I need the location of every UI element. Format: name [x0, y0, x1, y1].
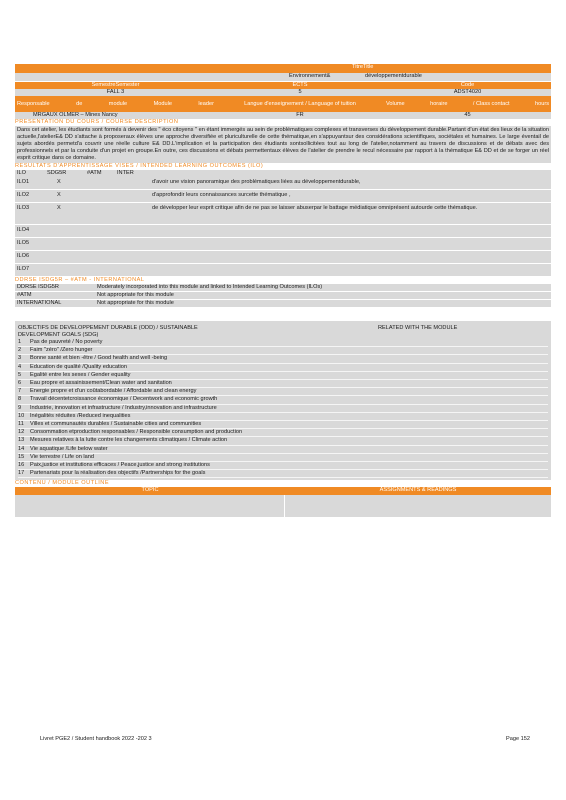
sdg-heading-row [18, 325, 548, 339]
title-tag: TitreTitle [352, 64, 374, 70]
hours-label: hours [535, 100, 549, 107]
code-value: ADST4020 [453, 89, 482, 95]
sdg-label: Consommation etproduction responsables / Responsible consumption and production [30, 429, 243, 436]
list-item [18, 405, 548, 413]
list-item [18, 421, 548, 429]
sdg-label: Pas de pauvreté / No poverty [30, 339, 103, 345]
ilo-text: d'approfondir leurs connaissances surcette thématique , [152, 192, 291, 198]
footer-page: Page 152 [506, 736, 530, 742]
sdg-label: Bonne santé et bien -être / Good health and well -being [30, 355, 168, 362]
table-row [15, 292, 551, 300]
list-item [18, 437, 548, 445]
sdg-number: 13 [18, 437, 25, 444]
list-item [18, 347, 548, 355]
sdg-related-label: RELATED WITH THE MODULE [378, 325, 458, 331]
ilo-sdg-mark: X [57, 192, 61, 198]
ilo-code: ILO2 [17, 192, 30, 198]
sdg-label: Paix,justice et institutions efficaces / Peace,justice and strong institutions [30, 462, 210, 469]
responsable-label: Responsable [17, 100, 50, 107]
list-item [18, 446, 548, 454]
row-label: INTERNATIONAL [17, 300, 62, 306]
ilo-code: ILO6 [17, 253, 30, 259]
ilo-sdg-mark [55, 225, 150, 237]
ilo-sdg-mark: X [57, 205, 61, 211]
hours-value: 45 [464, 112, 471, 118]
hours-header [384, 101, 551, 108]
outline-assign-cell [285, 495, 551, 517]
ilo-code: ILO3 [17, 205, 30, 211]
sdg-atm-heading: DDRSE ISDG5R – #ATM - INTERNATIONAL [15, 277, 145, 283]
ilo-col-inter: INTER [117, 170, 134, 176]
ilo-text [150, 251, 551, 263]
sdg-number: 12 [18, 429, 25, 436]
list-item [18, 429, 548, 437]
sdg-label: Mesures relatives à la lutte contre les changements climatiques / Climate action [30, 437, 228, 444]
sdg-label: Industrie, innovation et infrastructure / Industry,innovation and infrastructure [30, 404, 217, 411]
ilo-heading: RESULTATS D'APPRENTISSAGE VISES / INTENDED LEARNING OUTCOMES (ILO) [15, 163, 264, 169]
sdg-heading [18, 325, 198, 339]
leader-header [15, 101, 216, 108]
sdg-number: 4 [18, 363, 22, 370]
sdg-label: Travail décentetcroissance économique / Decentwork and economic growth [30, 396, 218, 403]
outline-heading: CONTENU / MODULE OUTLINE [15, 480, 110, 487]
sdg-label: Eau propre et assainissement/Clean water and sanitation [30, 380, 172, 387]
outline-col-assign: ASSIGNMENTS & READINGS [379, 487, 457, 494]
table-row [15, 238, 551, 251]
list-item [18, 396, 548, 404]
sdg-number: 17 [18, 470, 25, 477]
row-text: Not appropriate for this module [97, 300, 174, 306]
ilo-code: ILO5 [17, 240, 30, 246]
table-row [15, 190, 551, 203]
list-item [18, 380, 548, 388]
sdg-list [18, 339, 548, 478]
sdg-number: 8 [18, 396, 22, 403]
volume-label: Volume [386, 100, 405, 107]
col-ects: ECTS [292, 82, 308, 88]
leader-value: MRGAUX OLMER – Mines Nancy [33, 112, 118, 118]
table-row [15, 264, 551, 277]
outline-body-row [15, 495, 551, 517]
list-item [18, 454, 548, 462]
presentation-heading: PRESENTATION DU COURS / COURSE DESCRIPTION [15, 119, 179, 125]
class-contact-label: / Class contact [472, 100, 510, 107]
sdg-number: 9 [18, 404, 22, 411]
leader-value-row [15, 112, 551, 119]
list-item [18, 339, 548, 347]
title-left: Environnement& [289, 73, 331, 79]
ilo-text: d'avoir une vision panoramique des problématiques liées au développementdurable, [152, 179, 361, 185]
de-label: de [76, 100, 83, 107]
ilo-col-sdg: SDG5R [47, 170, 67, 176]
ilo-sdg-mark [55, 251, 150, 263]
leader-header-row [15, 96, 551, 112]
ilo-code: ILO1 [17, 179, 30, 185]
module-label: module [108, 100, 128, 107]
module-en-label: Module [153, 100, 172, 107]
row-label: #ATM [17, 292, 32, 298]
ilo-code: ILO7 [17, 266, 30, 272]
table-row [15, 225, 551, 238]
sdg-number: 5 [18, 371, 22, 378]
ilo-col-ilo: ILO [17, 170, 27, 176]
ilo-text [150, 225, 551, 237]
title-row [15, 73, 551, 82]
sdg-label: Faim "zéro" /Zero hunger [30, 347, 93, 354]
sdg-number: 3 [18, 355, 22, 362]
row-text: Not appropriate for this module [97, 292, 174, 298]
ilo-table [15, 177, 551, 277]
title-right: développementdurable [365, 73, 422, 79]
ilo-header-row [15, 170, 551, 177]
ilo-sdg-mark [55, 238, 150, 250]
table-row [15, 300, 551, 308]
language-value: FR [296, 112, 304, 118]
table-row [15, 284, 551, 292]
list-item [18, 388, 548, 396]
table-row [15, 251, 551, 264]
list-item [18, 470, 548, 478]
row-label: DDRSE ISDG5R [17, 284, 59, 290]
ects-value: 5 [298, 89, 302, 95]
footer-left: Livret PGE2 / Student handbook 2022 -202 3 [40, 736, 152, 742]
sdg-heading-line1: OBJECTIFS DE DEVELOPPEMENT DURABLE (ODD) / SUSTAINABLE [18, 325, 198, 331]
ilo-text [150, 238, 551, 250]
sdg-number: 14 [18, 445, 25, 452]
sdg-number: 1 [18, 339, 22, 345]
sdg-number: 7 [18, 388, 22, 395]
table-row [15, 177, 551, 190]
outline-topic-cell [15, 495, 285, 517]
list-item [18, 462, 548, 470]
col-code: Code [460, 82, 475, 88]
sdg-number: 15 [18, 453, 25, 460]
ilo-text [150, 264, 551, 276]
row-text: Moderately incorporated into this module and linked to Intended Learning Outcomes (ILOs) [97, 284, 323, 290]
sdg-number: 16 [18, 462, 25, 469]
language-label: Langue d'enseignement / Language of tuition [244, 101, 356, 107]
page-footer [40, 736, 530, 742]
ilo-code: ILO4 [17, 227, 30, 233]
outline-col-topic: TOPIC [141, 487, 159, 494]
sdg-label: Vie terrestre / Life on land [30, 453, 94, 460]
sdg-number: 10 [18, 412, 25, 419]
sdg-label: Vie aquatique /Life below water [30, 445, 108, 452]
sdg-number: 6 [18, 380, 22, 387]
semester-value-row [15, 89, 551, 96]
title-tag-row [15, 64, 551, 73]
list-item [18, 413, 548, 421]
ilo-text: de développer leur esprit critique afin de ne pas se laisser abuserpar le battage médiatique omniprésent autourde cette thématique. [152, 205, 478, 211]
sdg-label: Education de qualité /Quality education [30, 363, 128, 370]
sdg-heading-line2: DEVELOPMENT GOALS (SDG) [18, 332, 99, 338]
presentation-text: Dans cet atelier, les étudiants sont formés à devenir des " éco citoyens " en étant immergés au sein de problématiques complexes et transverses du développement durable.Partant d'un état des lieux de la situation actuelle,l'atelierE& DD s'attache à proposeraux élèves une approche diversifiée et pluriculturelle de cette thématique,en s'appuyantsur des considérations scientifiques, sociétales et humaines. Le large éventail de sujets abordés permetd'a couvrir une réelle culture E& DD.L'implication et la participation des étudiants sontsollicitées tout au long de l'atelier,notamment au travers de discussions et de débats avec des professionnels et par la conduite d'un projet en groupe.En outre, ces discussions et débats permettentaux élèves de l'atelier de prendre le recul nécessaire par rapport à la thématique E& DD et de se forger un réel esprit critique dans ce domaine. [17, 127, 549, 161]
sdg-label: Inégalités réduites /Reduced inequalities [30, 412, 131, 419]
sdg-label: Partenariats pour la réalisation des objectifs /Partnerships for the goals [30, 470, 206, 477]
module-sheet [15, 64, 551, 517]
sdg-label: Egalité entre les sexes / Gender equality [30, 371, 131, 378]
semester-value: FALL 3 [106, 89, 125, 95]
leader-label: leader [198, 100, 214, 107]
semester-header-row [15, 82, 551, 89]
sdg-number: 11 [18, 421, 24, 428]
col-semester: SemestreSemester [91, 82, 140, 88]
sdg-atm-table [15, 284, 551, 308]
list-item [18, 364, 548, 372]
sdg-number: 2 [18, 347, 22, 354]
horaire-label: horaire [430, 100, 448, 107]
ilo-col-atm: #ATM [87, 170, 102, 176]
sdg-label: Energie propre et d'un coûtabordable / Affordable and clean energy [30, 388, 197, 395]
ilo-sdg-mark: X [57, 179, 61, 185]
table-row [15, 203, 551, 225]
list-item [18, 372, 548, 380]
list-item [18, 355, 548, 363]
ilo-sdg-mark [55, 264, 150, 276]
sdg-label: Villes et communautés durables / Sustainable cities and communities [30, 421, 202, 428]
sdg-panel [15, 321, 551, 480]
outline-header-row [15, 487, 551, 495]
